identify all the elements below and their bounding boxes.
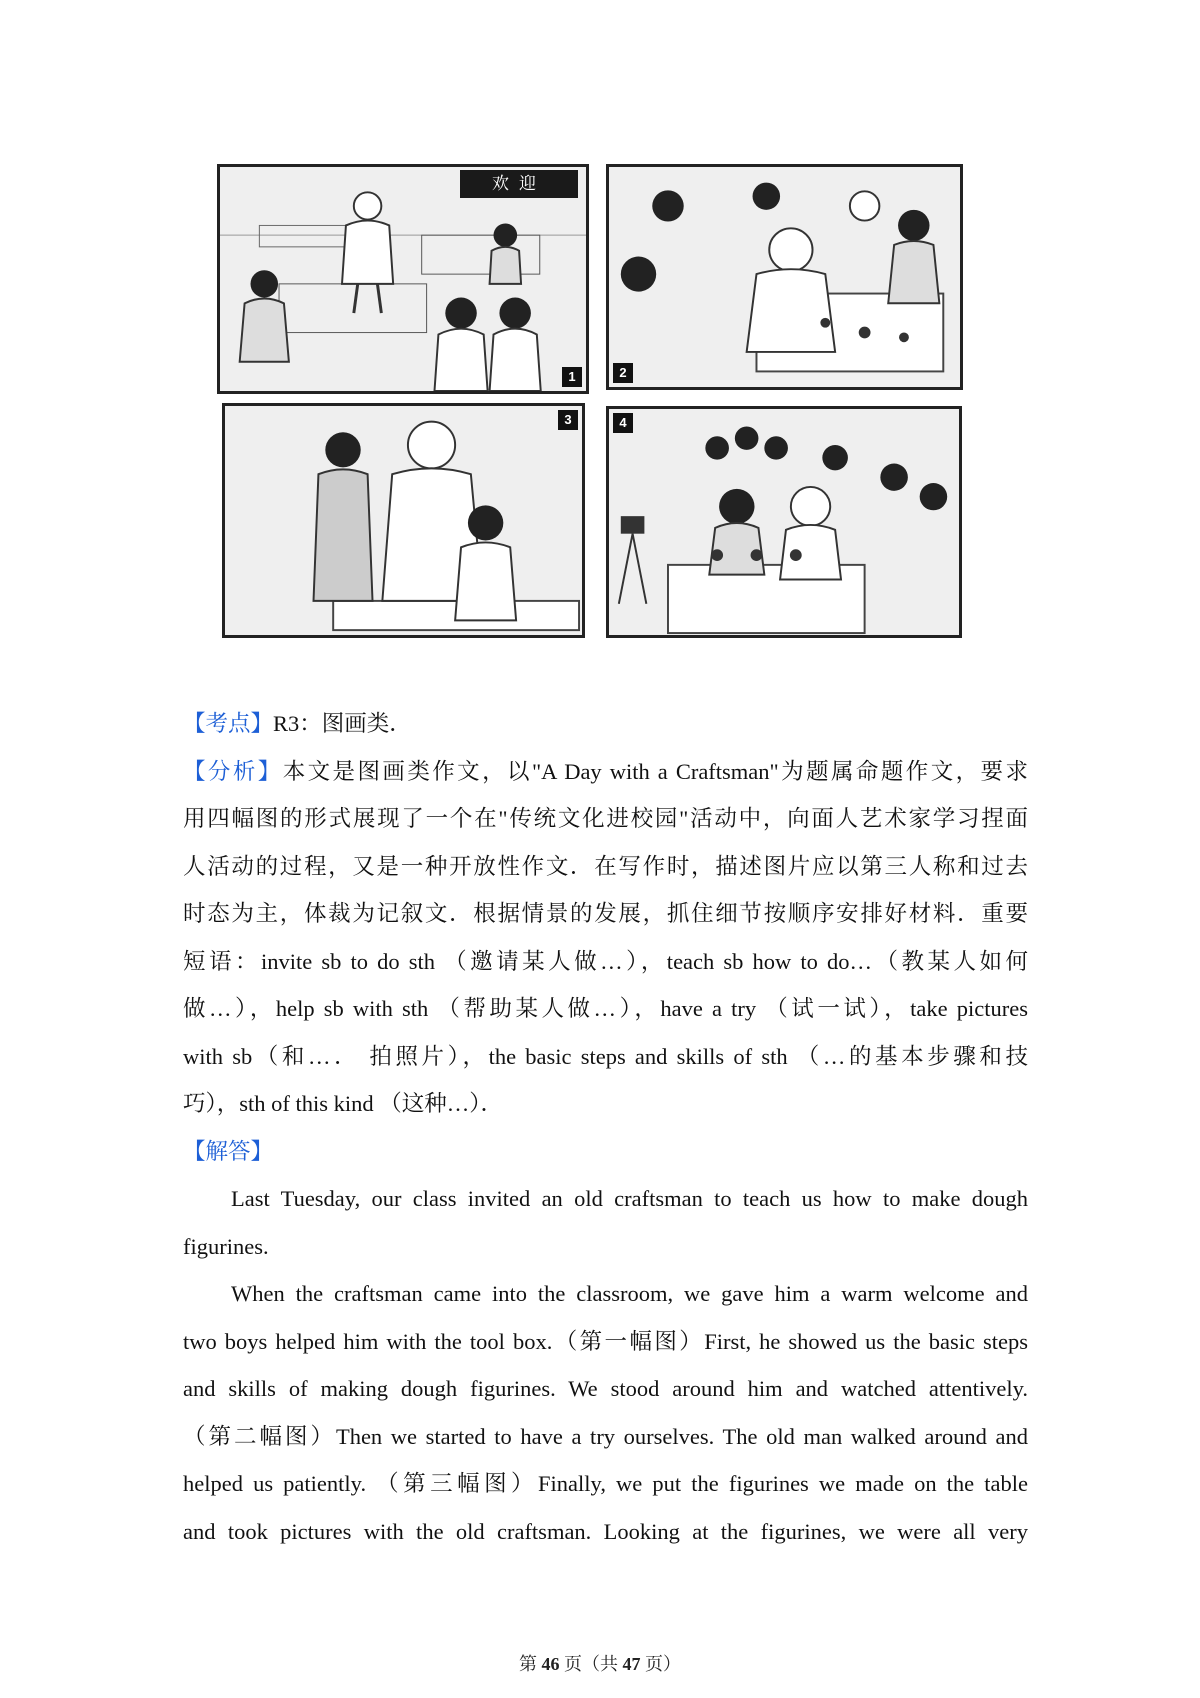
jieda-heading bbox=[183, 1128, 1028, 1176]
footer-suffix: 页） bbox=[640, 1654, 681, 1674]
current-page-number: 46 bbox=[541, 1654, 560, 1674]
fenxi-line-8: 巧），sth of this kind （这种…）． bbox=[183, 1091, 504, 1116]
panel-4-group-photo-scene bbox=[606, 406, 962, 638]
panel-2-drawing bbox=[609, 167, 960, 387]
kaodian-line bbox=[183, 700, 1028, 748]
essay-para1-line-1: Last Tuesday, our class invited an old craftsman to teach us how to make dough bbox=[231, 1186, 1028, 1211]
fenxi-line-3: 人活动的过程，又是一种开放性作文．在写作时，描述图片应以第三人称和过去 bbox=[183, 853, 1028, 879]
page-footer bbox=[0, 1650, 1200, 1676]
panel-2-demonstration-scene bbox=[606, 164, 963, 390]
essay-para2-line-1: When the craftsman came into the classroom, we gave him a warm welcome and bbox=[231, 1281, 1028, 1306]
panel-number-1: 1 bbox=[562, 367, 582, 387]
panel-3-practice-scene bbox=[222, 403, 585, 638]
panel-1-drawing bbox=[220, 167, 586, 391]
fenxi-line-5: 短语：invite sb to do sth （邀请某人做…），teach sb how to do…（教某人如何 bbox=[183, 948, 1028, 974]
panel-number-3: 3 bbox=[558, 410, 578, 430]
footer-middle: 页（共 bbox=[559, 1654, 623, 1674]
essay-para2-line-3: and skills of making dough figurines. We stood around him and watched attentively. bbox=[183, 1376, 1028, 1401]
welcome-banner: 欢迎 bbox=[460, 170, 578, 198]
fenxi-tag: 【分析】 bbox=[183, 758, 283, 784]
fenxi-line-1 bbox=[183, 748, 1028, 796]
fenxi-line-6: 做…），help sb with sth （帮助某人做…），have a try （试一试），take pictures bbox=[183, 996, 1028, 1021]
total-pages-number: 47 bbox=[622, 1654, 641, 1674]
panel-3-drawing bbox=[225, 406, 582, 635]
answer-content bbox=[183, 700, 1028, 1555]
essay-para2-line-4: （第二幅图）Then we started to have a try ourselves. The old man walked around and bbox=[183, 1423, 1028, 1449]
essay-para1-line-2: figurines. bbox=[183, 1233, 269, 1259]
jieda-tag: 【解答】 bbox=[183, 1138, 274, 1164]
footer-prefix: 第 bbox=[519, 1654, 542, 1674]
essay-para2-line-2: two boys helped him with the tool box.（第一幅图）First, he showed us the basic steps bbox=[183, 1328, 1028, 1354]
panel-number-4: 4 bbox=[613, 413, 633, 433]
fenxi-line-4: 时态为主，体裁为记叙文．根据情景的发展，抓住细节按顺序安排好材料．重要 bbox=[183, 901, 1028, 926]
illustration-four-panels bbox=[210, 158, 970, 644]
essay-para2-line-6: and took pictures with the old craftsman. Looking at the figurines, we were all very bbox=[183, 1518, 1028, 1544]
fenxi-line-7: with sb（和…． 拍照片），the basic steps and skills of sth （…的基本步骤和技 bbox=[183, 1043, 1028, 1069]
kaodian-text: R3：图画类． bbox=[273, 711, 412, 736]
kaodian-tag: 【考点】 bbox=[183, 711, 274, 736]
panel-number-2: 2 bbox=[613, 363, 633, 383]
essay-para2-line-5: helped us patiently. （第三幅图）Finally, we put the figurines we made on the table bbox=[183, 1471, 1028, 1496]
fenxi-text-1: 本文是图画类作文，以"A Day with a Craftsman"为题属命题作文，要求 bbox=[282, 758, 1028, 784]
fenxi-line-2: 用四幅图的形式展现了一个在"传统文化进校园"活动中，向面人艺术家学习捏面 bbox=[183, 806, 1028, 831]
panel-1-welcome-scene bbox=[217, 164, 589, 394]
panel-4-drawing bbox=[609, 409, 959, 635]
